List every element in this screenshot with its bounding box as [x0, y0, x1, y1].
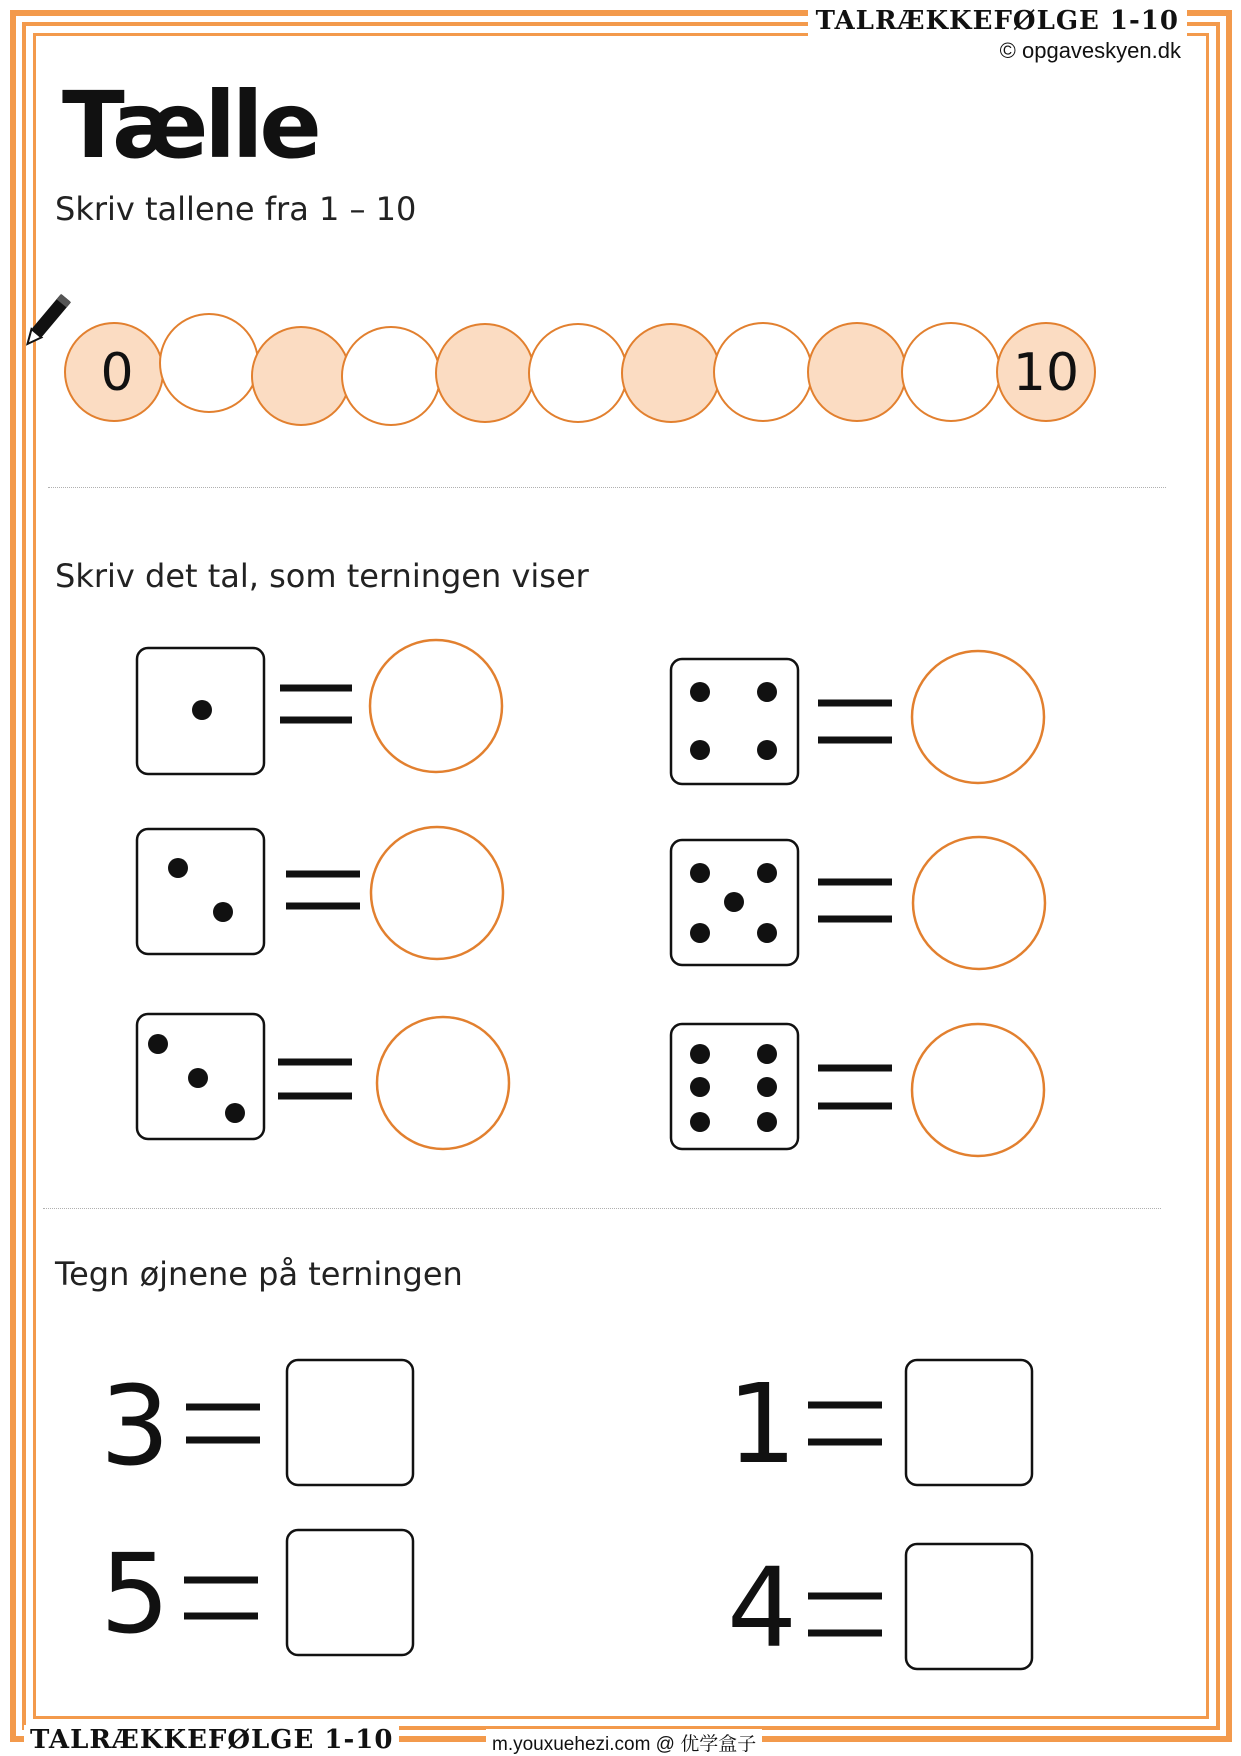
empty-die-box-one[interactable]: [906, 1360, 1032, 1485]
equals-sign: [184, 1580, 258, 1616]
equals-sign: [186, 1407, 260, 1440]
track-start-label: 0: [100, 343, 134, 403]
instruction-write-dice-number: Skriv det tal, som terningen viser: [55, 557, 589, 595]
empty-die-box-four[interactable]: [906, 1544, 1032, 1669]
number-track: [65, 314, 1095, 425]
equals-sign: [818, 882, 892, 919]
header-tag: TALRÆKKEFØLGE 1-10: [808, 6, 1187, 36]
track-circle-1[interactable]: [160, 314, 258, 412]
die-five: [671, 840, 798, 965]
track-circle-9[interactable]: [902, 323, 1000, 421]
number-four: 4: [727, 1544, 797, 1672]
track-circle-7[interactable]: [714, 323, 812, 421]
track-circle-5[interactable]: [529, 324, 627, 422]
track-circle-2[interactable]: [252, 327, 350, 425]
number-five: 5: [100, 1530, 170, 1658]
equals-sign: [818, 1068, 892, 1106]
die-four: [671, 659, 798, 784]
track-end-label: 10: [1012, 343, 1080, 403]
copyright: © opgaveskyen.dk: [999, 38, 1181, 63]
answer-circle-die-six[interactable]: [912, 1024, 1044, 1156]
empty-die-box-three[interactable]: [287, 1360, 413, 1485]
die-three: [137, 1014, 264, 1139]
die-one: [137, 648, 264, 774]
number-three: 3: [100, 1362, 170, 1490]
die-six: [671, 1024, 798, 1149]
equals-sign: [280, 688, 352, 720]
footer-source: m.youxuehezi.com @ 优学盒子: [486, 1729, 762, 1756]
instruction-write-numbers: Skriv tallene fra 1 – 10: [55, 190, 417, 228]
instruction-draw-pips: Tegn øjnene på terningen: [55, 1255, 463, 1293]
track-circle-4[interactable]: [436, 324, 534, 422]
footer-tag: TALRÆKKEFØLGE 1-10: [24, 1725, 399, 1755]
equals-sign: [278, 1062, 352, 1096]
track-circle-6[interactable]: [622, 324, 720, 422]
answer-circle-die-two[interactable]: [371, 827, 503, 959]
equals-sign: [286, 874, 360, 906]
pencil-icon: [22, 294, 71, 348]
answer-circle-die-three[interactable]: [377, 1017, 509, 1149]
track-circle-3[interactable]: [342, 327, 440, 425]
answer-circle-die-five[interactable]: [913, 837, 1045, 969]
equals-sign: [818, 703, 892, 740]
number-one: 1: [727, 1360, 797, 1488]
page-title: Tælle: [62, 72, 318, 179]
die-two: [137, 829, 264, 954]
empty-die-box-five[interactable]: [287, 1530, 413, 1655]
answer-circle-die-one[interactable]: [370, 640, 502, 772]
track-circle-8[interactable]: [808, 323, 906, 421]
answer-circle-die-four[interactable]: [912, 651, 1044, 783]
equals-sign: [808, 1596, 882, 1633]
equals-sign: [808, 1405, 882, 1442]
